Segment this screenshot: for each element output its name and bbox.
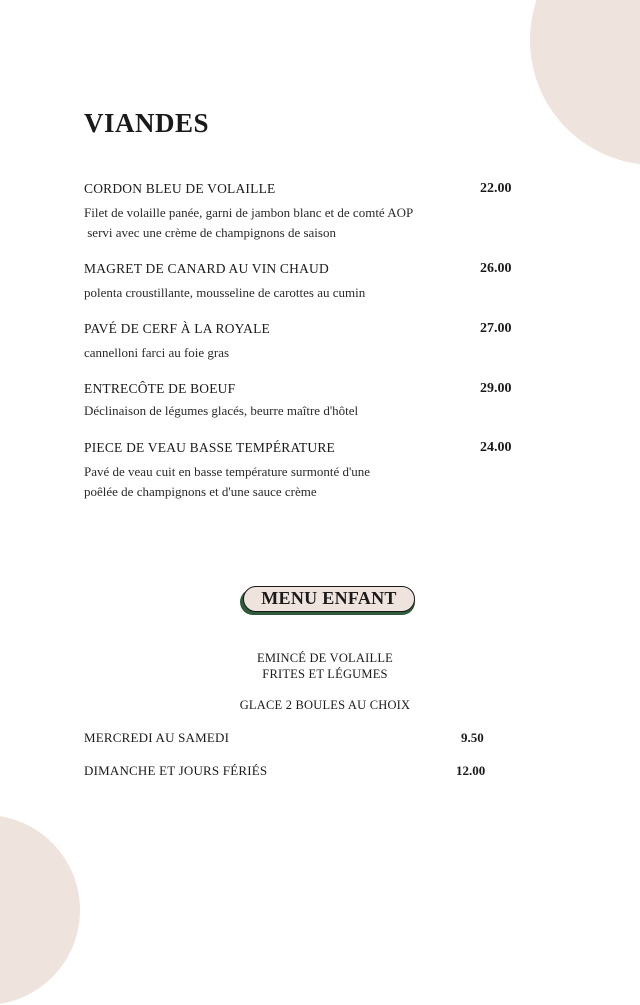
description-line: Pavé de veau cuit en basse température surmonté d'une bbox=[84, 464, 371, 479]
menu-item-name: ENTRECÔTE DE BOEUF bbox=[84, 381, 236, 396]
decorative-circle-bottom bbox=[0, 815, 80, 1005]
kids-menu-line: FRITES ET LÉGUMES bbox=[262, 667, 388, 681]
menu-item-name: CORDON BLEU DE VOLAILLE bbox=[84, 181, 276, 196]
kids-price-value: 9.50 bbox=[461, 730, 484, 745]
menu-item-description bbox=[84, 203, 444, 243]
menu-item-price: 29.00 bbox=[480, 381, 512, 396]
menu-item-price: 27.00 bbox=[480, 321, 512, 336]
kids-price-label: DIMANCHE ET JOURS FÉRIÉS bbox=[84, 763, 268, 778]
kids-menu-line: EMINCÉ DE VOLAILLE bbox=[257, 651, 393, 665]
kids-price-value: 12.00 bbox=[456, 763, 486, 778]
kids-menu-badge: MENU ENFANT bbox=[243, 586, 415, 612]
menu-item-description bbox=[84, 343, 444, 363]
section-title: VIANDES bbox=[84, 108, 210, 138]
description-line: Filet de volaille panée, garni de jambon blanc et de comté AOP bbox=[84, 205, 414, 220]
kids-menu-line: GLACE 2 BOULES AU CHOIX bbox=[239, 698, 411, 712]
menu-item-description bbox=[84, 462, 444, 502]
menu-item-price: 24.00 bbox=[480, 440, 512, 455]
description-line: poêlée de champignons et d'une sauce crème bbox=[84, 484, 317, 499]
description-line: cannelloni farci au foie gras bbox=[84, 345, 230, 360]
menu-item-description bbox=[84, 283, 444, 303]
menu-item-description bbox=[84, 401, 444, 421]
menu-item-name: MAGRET DE CANARD AU VIN CHAUD bbox=[84, 261, 329, 276]
description-line: Déclinaison de légumes glacés, beurre maître d'hôtel bbox=[84, 403, 359, 418]
menu-item-price: 22.00 bbox=[480, 181, 512, 196]
menu-item-name: PAVÉ DE CERF À LA ROYALE bbox=[84, 321, 270, 336]
decorative-circle-top bbox=[530, 0, 640, 165]
menu-item-price: 26.00 bbox=[480, 261, 512, 276]
menu-item-name: PIECE DE VEAU BASSE TEMPÉRATURE bbox=[84, 440, 335, 455]
description-line: polenta croustillante, mousseline de carottes au cumin bbox=[84, 285, 366, 300]
description-line: servi avec une crème de champignons de saison bbox=[84, 225, 336, 240]
kids-price-label: MERCREDI AU SAMEDI bbox=[84, 730, 230, 745]
